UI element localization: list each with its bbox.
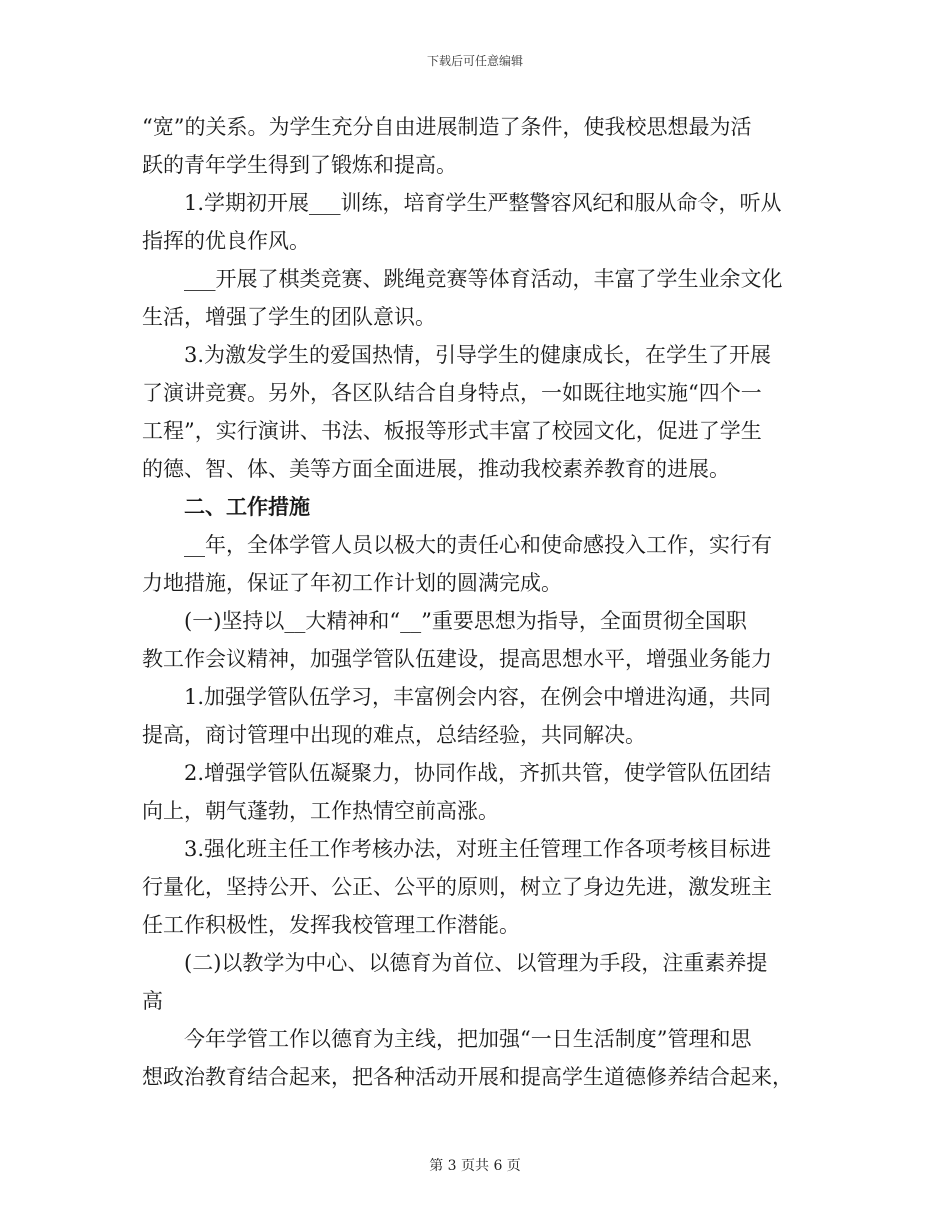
text-line: (一)坚持以__大精神和“__”重要思想为指导，全面贯彻全国职 — [184, 609, 747, 633]
text-line: 高 — [142, 989, 163, 1013]
page-header: 下载后可任意编辑 — [426, 54, 523, 68]
text-line: 教工作会议精神，加强学管队伍建设，提高思想水平，增强业务能力 — [142, 647, 772, 671]
text-line: 2.增强学管队伍凝聚力，协同作战，齐抓共管，使学管队伍团结 — [184, 761, 772, 785]
text-line: (二)以教学为中心、以德育为首位、以管理为手段，注重素养提 — [184, 951, 768, 975]
text-line: ___开展了棋类竞赛、跳绳竞赛等体育活动，丰富了学生业余文化 — [184, 267, 783, 291]
text-line: 行量化，坚持公开、公正、公平的原则，树立了身边先进，激发班主 — [142, 875, 772, 899]
text-line: 的德、智、体、美等方面全面进展，推动我校素养教育的进展。 — [142, 457, 730, 481]
page-number: 第 3 页共 6 页 — [429, 1158, 521, 1174]
text-line: 3.强化班主任工作考核办法，对班主任管理工作各项考核目标进 — [184, 837, 772, 861]
text-line: 跃的青年学生得到了锻炼和提高。 — [142, 153, 457, 177]
text-line: 了演讲竞赛。另外，各区队结合自身特点，一如既往地实施“四个一 — [142, 381, 762, 405]
text-line: 指挥的优良作风。 — [142, 229, 310, 253]
text-line: 任工作积极性，发挥我校管理工作潜能。 — [142, 913, 520, 937]
text-line: 向上，朝气蓬勃，工作热情空前高涨。 — [142, 799, 499, 823]
text-line: 工程”，实行演讲、书法、板报等形式丰富了校园文化，促进了学生 — [142, 419, 762, 443]
section-heading: 二、工作措施 — [184, 494, 310, 519]
text-line: 1.加强学管队伍学习，丰富例会内容，在例会中增进沟通，共同 — [184, 685, 772, 709]
text-line: 力地措施，保证了年初工作计划的圆满完成。 — [142, 571, 562, 595]
text-line: 今年学管工作以德育为主线，把加强“一日生活制度”管理和思 — [184, 1027, 752, 1051]
text-line: __年，全体学管人员以极大的责任心和使命感投入工作，实行有 — [184, 533, 772, 557]
text-line: 1.学期初开展___训练，培育学生严整警容风纪和服从命令，听从 — [184, 191, 782, 215]
text-line: 想政治教育结合起来，把各种活动开展和提高学生道德修养结合起来， — [142, 1065, 793, 1089]
text-line: 生活，增强了学生的团队意识。 — [142, 305, 436, 329]
text-line: 3.为激发学生的爱国热情，引导学生的健康成长，在学生了开展 — [184, 343, 772, 367]
text-line: “宽”的关系。为学生充分自由进展制造了条件，使我校思想最为活 — [142, 115, 752, 139]
text-line: 提高，商讨管理中出现的难点，总结经验，共同解决。 — [142, 723, 646, 747]
document-body — [142, 108, 810, 1096]
